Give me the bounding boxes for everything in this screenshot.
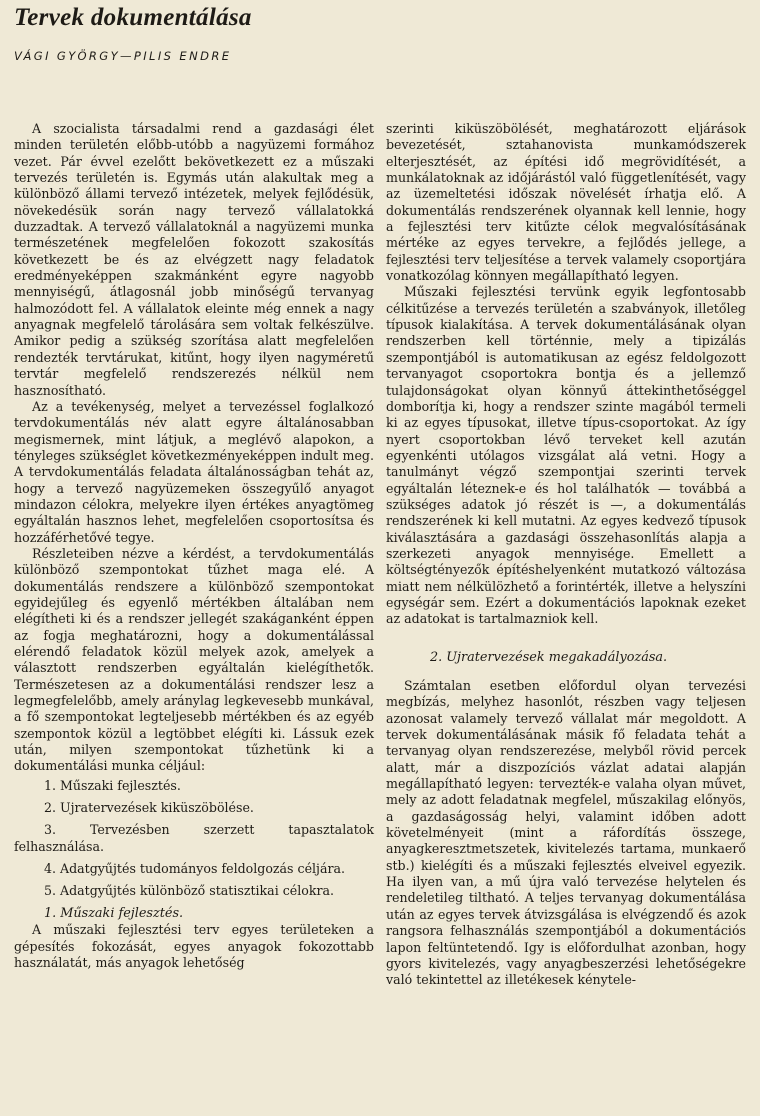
goals-list [14,778,374,900]
paragraph: Számtalan esetben előfordul olyan tervezési megbízás, melyhez hasonlót, részben vagy teljesen azonosat valamely tervező vállalat már megoldott. A tervek dokumentálásának másik fő feladata tehát a tervanyag olyan rendszerezése, melyből rövid percek alatt, már a diszpozíciós vázlat adatai alapján megállapítható legyen: tervezték-e valaha olyan művet, mely az adott feladatnak megfelel, műszakilag előnyös, a gazdaságosság helyi, valamint időben adott követelményeit (mint a ráfordítás összege, anyagkeresztmetszetek, kivitelezés tartama, munkaerő stb.) kielégíti és a műszaki fejlesztés elveivel egyezik. Ha ilyen van, a mű újra való tervezése helytelen és rendeletileg tiltható. A teljes tervanyag dokumentálása után az egyes tervek átvizsgálása is elvégzendő és azok rangsora felhasználás szempontjából a dokumentációs lapon feltüntetendő. Igy is előfordulhat azonban, hogy gyors kivitelezés, vagy anyagbeszerzési lehetőségekre való tekintettel az illetékesek kénytele- [386,678,746,988]
list-item: 5. Adatgyűjtés különböző statisztikai célokra. [44,883,335,899]
section-heading: 1. Műszaki fejlesztés. [44,905,184,921]
article-title: Tervek dokumentálása [14,4,252,31]
paragraph: Műszaki fejlesztési tervünk egyik legfontosabb célkitűzése a tervezés területén a szabványok, illetőleg típusok kialakítása. A tervek dokumentálásának olyan rendszerben kell történnie, mely a tipizálás szempontjából is automatikusan az egész feldolgozott tervanyagot csoportokra bontja és a jellemző tulajdonságokat olyan könnyű áttekinthetőséggel domborítja ki, hogy a rendszer szinte magából termeli ki az egyes típusokat, illetve típus-csoportokat. Az így nyert csoportokban lévő terveket kell azután egyenkénti utólagos vizsgálat alá vetni. Hogy a tanulmányt végző szempontjai szerinti tervek egyáltalán léteznek-e és hol találhatók — továbbá a szükséges adatok jó részét is —, a dokumentálás rendszerének ki kell mutatni. Az egyes kedvező típusok kiválasztására a gazdasági összehasonlítás alapja a szerkezeti anyagok mennyisége. Emellett a költségtényezők építéshelyenként mutatkozó változása miatt nem nélkülözhető a forintérték, illetve a helyszíni egységár sem. Ezért a dokumentációs lapoknak ezeket az adatokat is tartalmazniok kell. [386,284,746,627]
paragraph: A műszaki fejlesztési terv egyes területeken a gépesítés fokozását, egyes anyagok fokozottabb használatát, más anyagok lehetőség [14,922,374,970]
left-column [14,121,374,971]
list-item: 2. Ujratervezések kiküszöbölése. [44,800,254,816]
paragraph: szerinti kiküszöbölését, meghatározott eljárások bevezetését, sztahanovista munkamódszerek elterjesztését, az építési idő megrövidítését, a munkálatoknak az időjárástól való függetlenítését, vagy az üzemeltetési időszak növelését írhatja elő. A dokumentálás rendszerének olyannak kell lennie, hogy a fejlesztési terv kitűzte célok megvalósításának mértéke az egyes tervekre, a fejlődés jellege, a fejlesztési terv teljesítése a tervek valamely csoportjára vonatkozólag könnyen megállapítható legyen. [386,121,746,284]
paragraph: Az a tevékenység, melyet a tervezéssel foglalkozó tervdokumentálás név alatt egyre általánosabban megismernek, mint látjuk, a meglévő alapokon, a tényleges szükséglet következményeképpen indult meg. A tervdokumentálás feladata általánosságban tehát az, hogy a tervező nagyüzemeken összegyűlő anyagot mindazon célokra, melyekre ilyen értékes anyagtömeg egyáltalán hasznos lehet, megfelelően csoportosítsa és hozzáférhetővé tegye. [14,398,374,545]
article-authors: VÁGI GYÖRGY—PILIS ENDRE [14,49,232,63]
list-item: 3. Tervezésben szerzett tapasztalatok felhasználása. [14,822,374,854]
list-item: 4. Adatgyűjtés tudományos feldolgozás céljára. [44,861,346,877]
paragraph: A szocialista társadalmi rend a gazdasági élet minden területén előbb-utóbb a nagyüzemi formához vezet. Pár évvel ezelőtt bekövetkezett ez a műszaki tervezés területén is. Egymás után alakultak meg a különböző állami tervező intézetek, melyek fejlődésük, növekedésük során nagy tervező vállalatokká duzzadtak. A tervező vállalatoknál a nagyüzemi munka természetének megfelelően fokozott szakosítás következett be és az elvégzett nagy feladatok eredményeképpen szakmánként egyre nagyobb mennyiségű, átlagosnál jobb minőségű tervanyag halmozódott fel. A vállalatok eleinte még ennek a nagy anyagnak megfelelő tárolására sem voltak felkészülve. Amikor pedig a szükség szorítása alatt megfelelően rendezték tervtárukat, kitűnt, hogy ilyen nagyméretű tervtár megfelelő rendszerezés nélkül nem hasznosítható. [14,121,374,398]
right-column [386,121,746,989]
paragraph: Részleteiben nézve a kérdést, a tervdokumentálás különböző szempontokat tűzhet maga elé. A dokumentálás rendszere a különböző szempontokat egyidejűleg és egyenlő mértékben általában nem elégítheti ki és a rendszer jellegét szakáganként éppen az fogja meghatározni, hogy a dokumentálással elérendő feladatok közül melyek azok, amelyek a választott rendszerben egyáltalán kielégíthetők. Természetesen az a dokumentálási rendszer lesz a legmegfelelőbb, amely aránylag legkevesebb munkával, a fő szempontokat legteljesebb mértékben és az egyéb szempontok közül a legtöbbet elégíti ki. Lássuk ezek után, milyen szempontokat tűzhetünk ki a dokumentálási munka céljául: [14,545,374,774]
section-heading: 2. Ujratervezések megakadályozása. [430,649,668,665]
list-item: 1. Műszaki fejlesztés. [44,777,181,793]
